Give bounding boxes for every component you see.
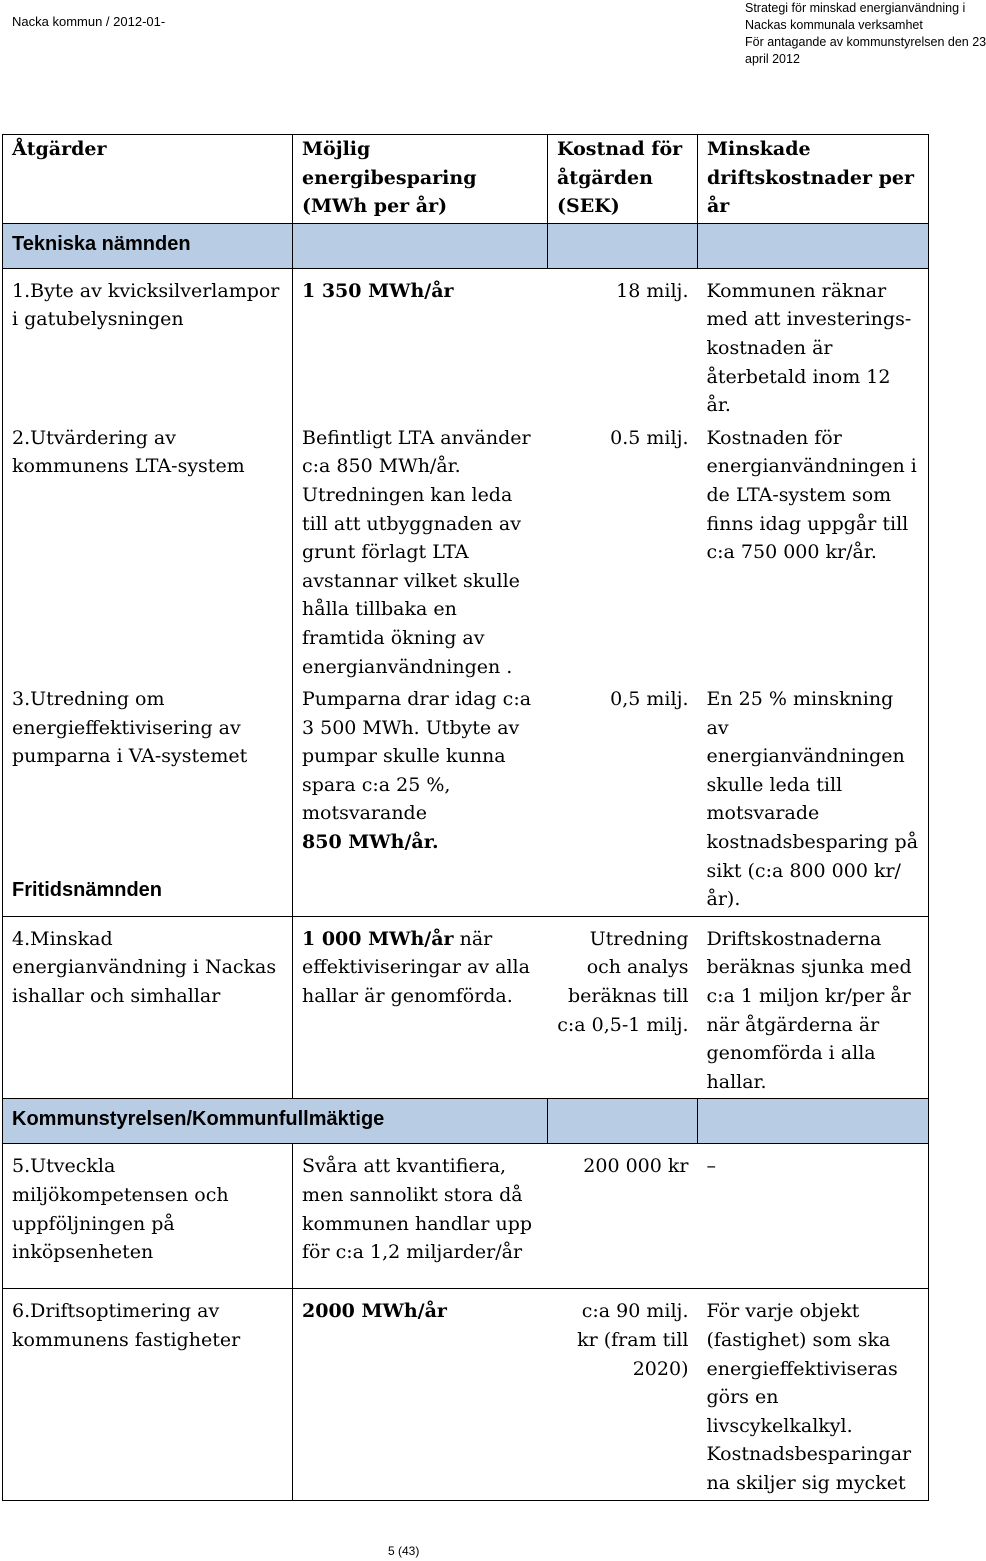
row-saving bbox=[293, 683, 548, 872]
row-action: 3.Utredning om energieffektivisering av pumparna i VA-systemet bbox=[3, 683, 293, 872]
table-row bbox=[3, 422, 929, 683]
row-saving: 2000 MWh/år bbox=[293, 1289, 548, 1500]
row-reduction: Kostnaden för energianvändningen i de LTA-system som finns idag uppgår till c:a 750 000 kr/år. bbox=[698, 422, 929, 683]
section-row-ks bbox=[3, 1099, 929, 1144]
header-cost: Kostnad för åtgärden (SEK) bbox=[548, 135, 698, 224]
header-actions: Åtgärder bbox=[3, 135, 293, 224]
section-fill bbox=[548, 223, 698, 268]
header-right-line: april 2012 bbox=[745, 52, 800, 66]
table-row bbox=[3, 683, 929, 872]
section-fill bbox=[548, 1099, 698, 1144]
row-cost: 200 000 kr bbox=[548, 1144, 698, 1289]
row-cost: 18 milj. bbox=[548, 268, 698, 421]
header-reduction: Minskade driftskostnader per år bbox=[698, 135, 929, 224]
header-right-line: Nackas kommunala verksamhet bbox=[745, 18, 923, 32]
row-saving-value: 1 000 MWh/år bbox=[302, 927, 454, 950]
section-tekniska: Tekniska nämnden bbox=[3, 223, 293, 268]
header-left: Nacka kommun / 2012-01- bbox=[12, 14, 166, 29]
header-right bbox=[745, 0, 986, 68]
page-number: 5 (43) bbox=[388, 1544, 420, 1558]
row-saving: 1 350 MWh/år bbox=[293, 268, 548, 421]
row-saving-text: när effektiviseringar av alla hallar är genomförda. bbox=[302, 927, 530, 1008]
table-row bbox=[3, 916, 929, 1099]
table-header-row bbox=[3, 135, 929, 224]
row-saving-value: 850 MWh/år. bbox=[302, 831, 439, 854]
section-row-tekniska bbox=[3, 223, 929, 268]
header-right-line: För antagande av kommunstyrelsen den 23 bbox=[745, 35, 986, 49]
row-saving: Svåra att kvantifiera, men sannolikt stora då kommunen handlar upp för c:a 1,2 miljarder/år bbox=[293, 1144, 548, 1289]
row-action: 6.Driftsoptimering av kommunens fastigheter bbox=[3, 1289, 293, 1500]
table-row bbox=[3, 268, 929, 421]
row-reduction: Driftskostnaderna beräknas sjunka med c:a 1 miljon kr/per år när åtgärderna är genomförda i alla hallar. bbox=[698, 916, 929, 1099]
row-action: 5.Utveckla miljökompetensen och uppföljningen på inköpsenheten bbox=[3, 1144, 293, 1289]
row-reduction: Kommunen räknar med att investerings-kostnaden är återbetald inom 12 år. bbox=[698, 268, 929, 421]
row-reduction: – bbox=[698, 1144, 929, 1289]
section-fill bbox=[698, 1099, 929, 1144]
header-saving: Möjlig energibesparing (MWh per år) bbox=[293, 135, 548, 224]
section-fill bbox=[548, 872, 698, 916]
section-ks: Kommunstyrelsen/Kommunfullmäktige bbox=[3, 1099, 548, 1144]
header-right-line: Strategi för minskad energianvändning i bbox=[745, 1, 966, 15]
row-action: 1.Byte av kvicksilverlampor i gatubelysningen bbox=[3, 268, 293, 421]
section-fill bbox=[698, 223, 929, 268]
table-row bbox=[3, 1144, 929, 1289]
row-cost: Utredning och analys beräknas till c:a 0,5-1 milj. bbox=[548, 916, 698, 1099]
row-cost: 0.5 milj. bbox=[610, 426, 689, 449]
section-fritid-label: Fritidsnämnden bbox=[12, 879, 163, 902]
measures-table bbox=[2, 134, 929, 1501]
table-row bbox=[3, 1289, 929, 1500]
row-action: 2.Utvärdering av kommunens LTA-system bbox=[3, 422, 293, 683]
section-fill bbox=[293, 872, 548, 916]
row-action: 4.Minskad energianvändning i Nackas ishallar och simhallar bbox=[3, 916, 293, 1099]
row-cost: c:a 90 milj. kr (fram till 2020) bbox=[548, 1289, 698, 1500]
row-reduction: För varje objekt (fastighet) som ska energieffektiviseras görs en livscykelkalkyl. Kostnadsbesparingar na skiljer sig mycket bbox=[698, 1289, 929, 1500]
row-saving-text: Pumparna drar idag c:a 3 500 MWh. Utbyte av pumpar skulle kunna spara c:a 25 %, motsvarande bbox=[302, 688, 532, 825]
row-saving: Befintligt LTA använder c:a 850 MWh/år. Utredningen kan leda till att utbyggnaden av grunt förlagt LTA avstannar vilket skulle hålla tillbaka en framtida ökning av energianvändningen . bbox=[293, 422, 548, 683]
section-fill bbox=[293, 223, 548, 268]
section-fritid bbox=[3, 872, 293, 916]
row-saving bbox=[293, 916, 548, 1099]
row-cost: 0,5 milj. bbox=[610, 688, 689, 711]
row-reduction: En 25 % minskning av energianvändningen skulle leda till motsvarade kostnadsbesparing på sikt (c:a 800 000 kr/år). bbox=[698, 683, 929, 916]
